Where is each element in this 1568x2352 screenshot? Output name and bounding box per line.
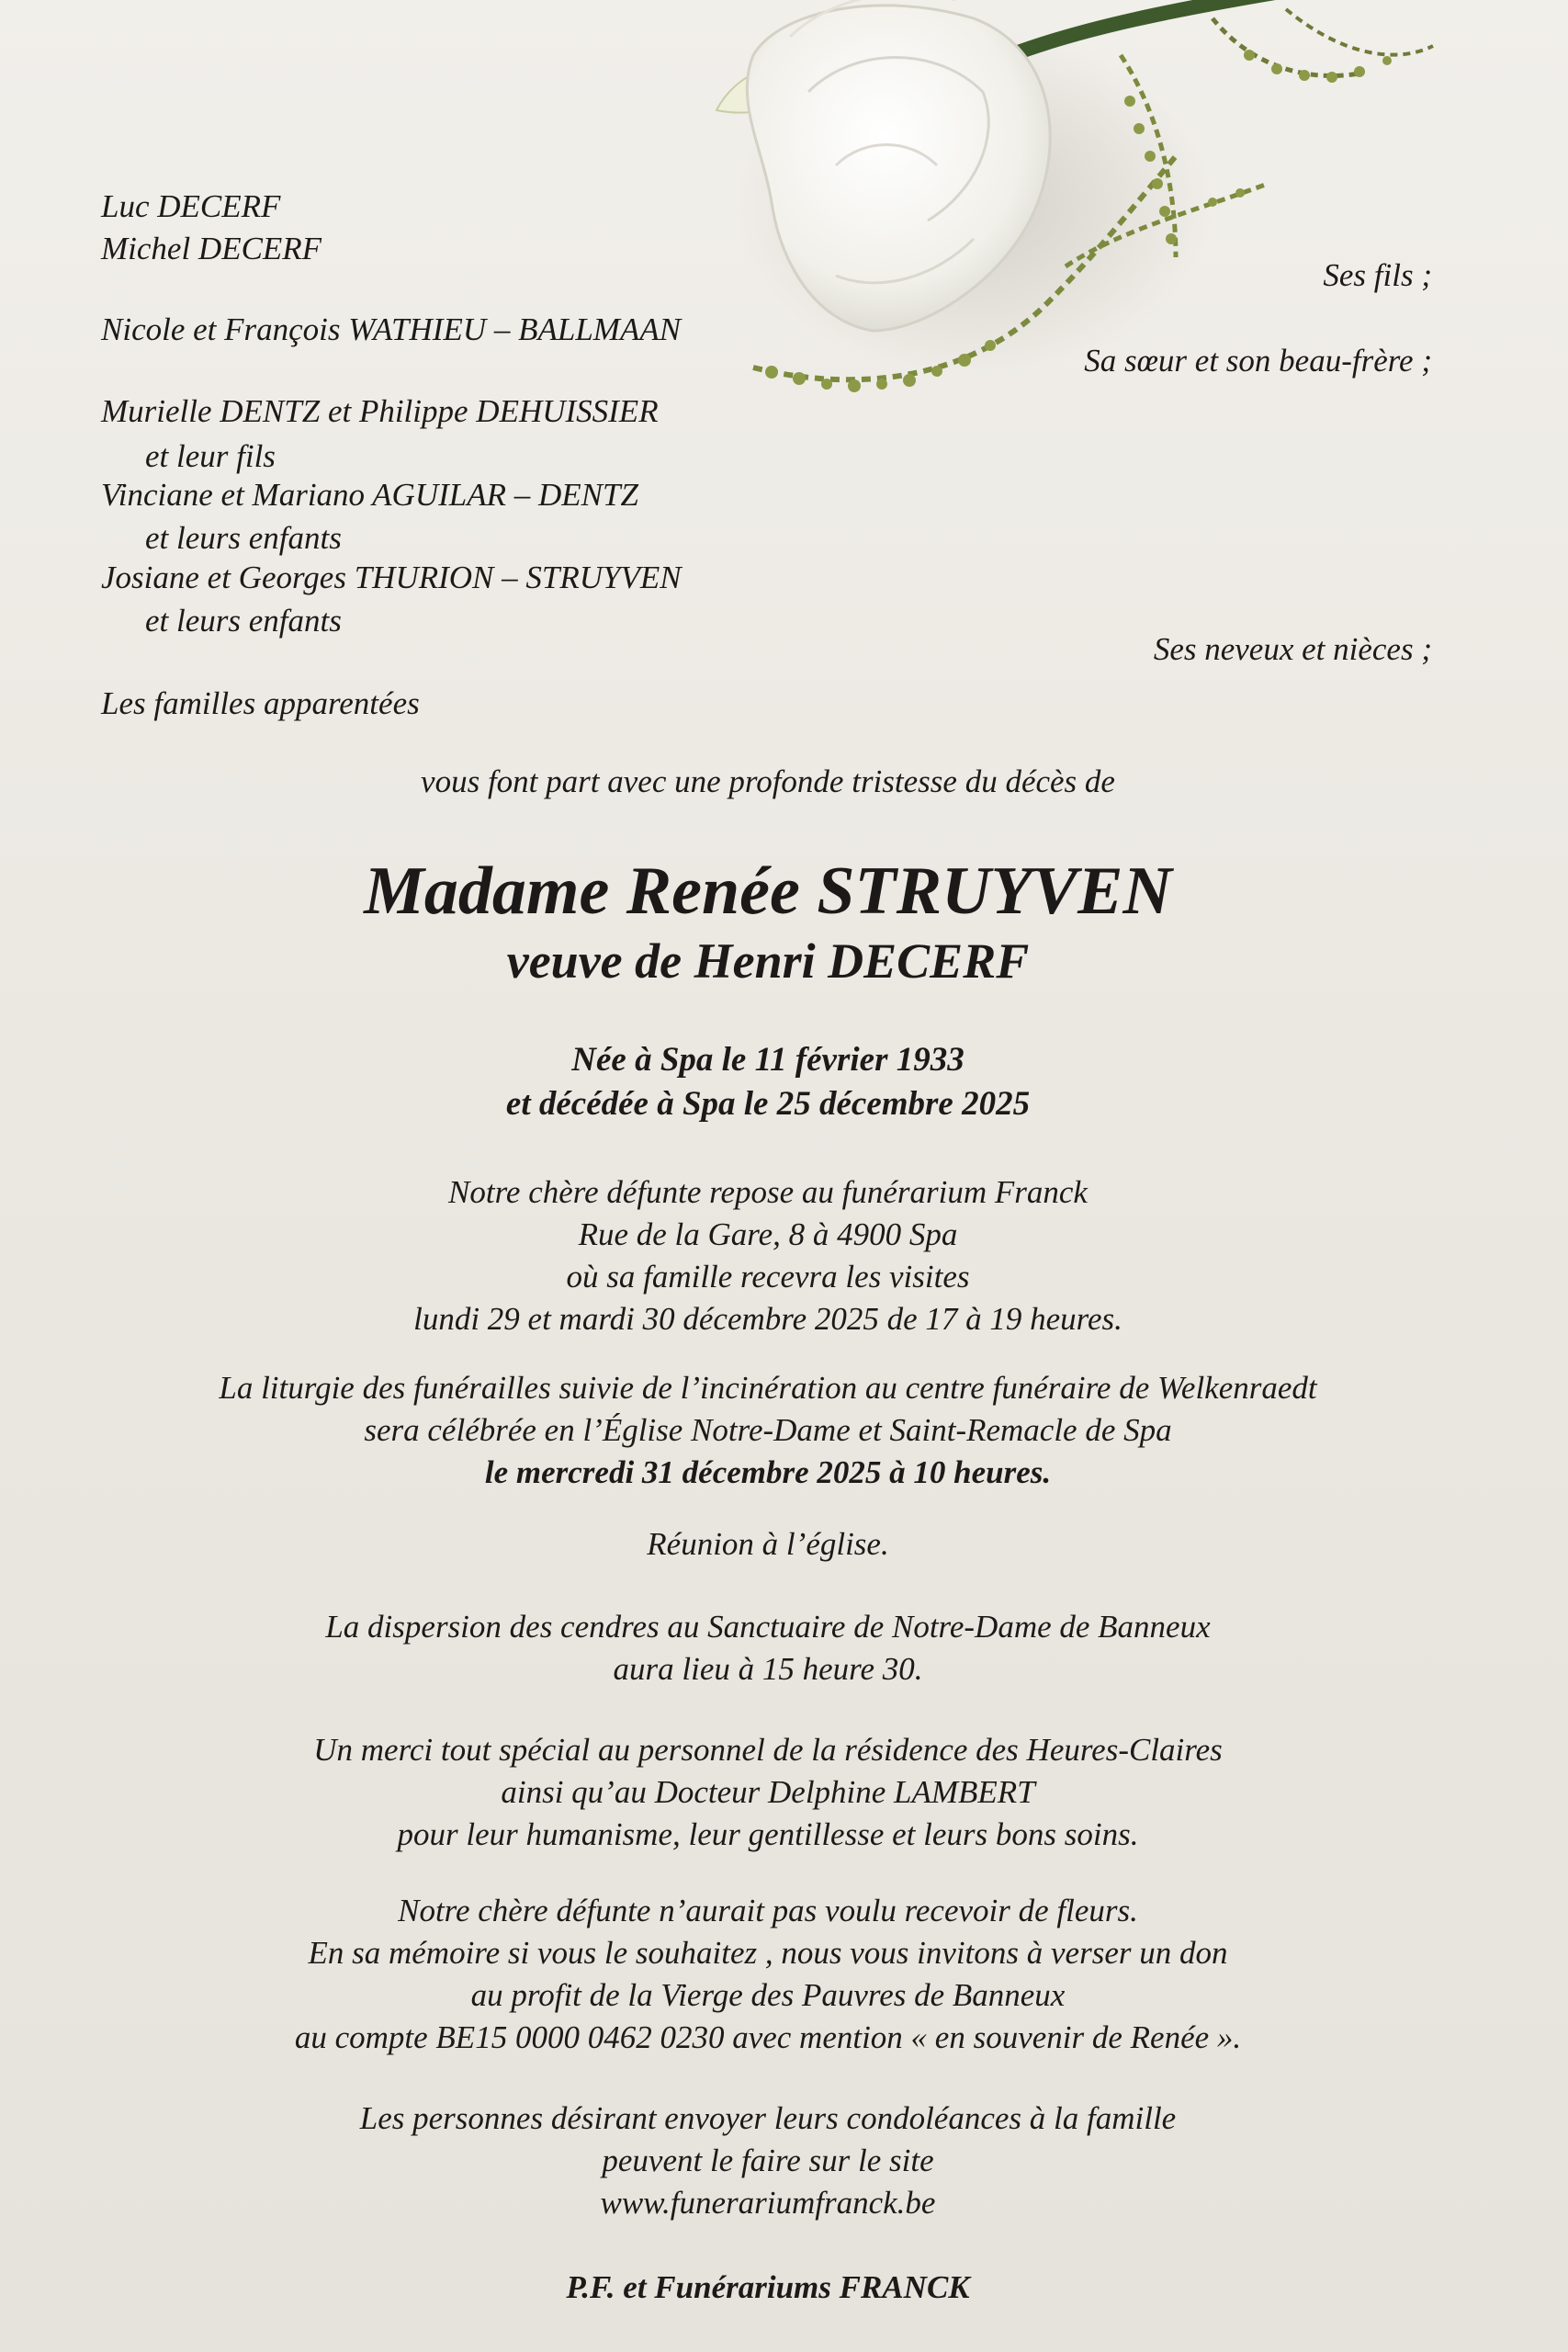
nephew-sub: et leurs enfants: [145, 520, 342, 556]
visitation-line: lundi 29 et mardi 30 décembre 2025 de 17 à 19 heures.: [413, 1301, 1122, 1337]
sister-name: Nicole et François WATHIEU – BALLMAAN: [101, 311, 682, 347]
sons-label: Ses fils ;: [1323, 257, 1432, 293]
thanks-block: [0, 1729, 1536, 1856]
funeral-home-name: P.F. et Funérariums FRANCK: [566, 2269, 970, 2305]
meeting-line: Réunion à l’église.: [647, 1526, 889, 1562]
liturgy-block: [0, 1367, 1536, 1494]
relatives-line: Les familles apparentées: [101, 685, 420, 721]
son-name: Luc DECERF: [101, 188, 281, 224]
nephew-name: Josiane et Georges THURION – STRUYVEN: [101, 560, 682, 595]
condolences-line: peuvent le faire sur le site: [602, 2143, 934, 2178]
dispersion-line: La dispersion des cendres au Sanctuaire de Notre-Dame de Banneux: [325, 1609, 1211, 1645]
deceased-block: [0, 851, 1536, 990]
thanks-line: ainsi qu’au Docteur Delphine LAMBERT: [501, 1774, 1035, 1810]
donation-line: Notre chère défunte n’aurait pas voulu recevoir de fleurs.: [398, 1893, 1138, 1928]
liturgy-line: sera célébrée en l’Église Notre-Dame et Saint-Remacle de Spa: [364, 1412, 1172, 1448]
liturgy-datetime: le mercredi 31 décembre 2025 à 10 heures.: [484, 1454, 1052, 1490]
website-link[interactable]: www.funerariumfranck.be: [600, 2185, 936, 2221]
death-line: et décédée à Spa le 25 décembre 2025: [505, 1085, 1031, 1123]
visitation-line: Notre chère défunte repose au funérarium Franck: [448, 1174, 1088, 1210]
donation-line: au profit de la Vierge des Pauvres de Banneux: [470, 1977, 1066, 2013]
thanks-line: pour leur humanisme, leur gentillesse et leurs bons soins.: [397, 1816, 1139, 1852]
nephews-label: Ses neveux et nièces ;: [1153, 631, 1432, 667]
birth-line: Née à Spa le 11 février 1933: [571, 1041, 964, 1079]
footer-block: [0, 2267, 1536, 2309]
dispersion-line: aura lieu à 15 heure 30.: [613, 1651, 923, 1687]
thanks-line: Un merci tout spécial au personnel de la résidence des Heures-Claires: [313, 1732, 1223, 1768]
visitation-line: où sa famille recevra les visites: [566, 1259, 970, 1295]
nephew-sub: et leurs enfants: [145, 603, 342, 639]
son-name: Michel DECERF: [101, 231, 322, 266]
donation-line: au compte BE15 0000 0462 0230 avec mention « en souvenir de Renée ».: [294, 2019, 1242, 2055]
visitation-block: [0, 1171, 1536, 1340]
visitation-line: Rue de la Gare, 8 à 4900 Spa: [578, 1216, 958, 1252]
deceased-name: Madame Renée STRUYVEN: [364, 854, 1172, 929]
meeting-block: [0, 1523, 1536, 1566]
condolences-block: [0, 2098, 1536, 2224]
nephew-name: Vinciane et Mariano AGUILAR – DENTZ: [101, 477, 638, 513]
nephew-sub: et leur fils: [145, 438, 276, 474]
sister-label: Sa sœur et son beau-frère ;: [1084, 343, 1432, 379]
announcement: [0, 761, 1536, 803]
announcement-text: vous font part avec une profonde tristesse du décès de: [421, 763, 1115, 799]
donation-line: En sa mémoire si vous le souhaitez , nous vous invitons à verser un don: [308, 1935, 1228, 1971]
liturgy-line: La liturgie des funérailles suivie de l’incinération au centre funéraire de Welkenraedt: [219, 1370, 1317, 1406]
condolences-line: Les personnes désirant envoyer leurs condoléances à la famille: [359, 2100, 1177, 2136]
nephew-name: Murielle DENTZ et Philippe DEHUISSIER: [101, 393, 659, 429]
donation-block: [0, 1890, 1536, 2059]
dates-block: [0, 1038, 1536, 1126]
dispersion-block: [0, 1606, 1536, 1690]
deceased-widow-of: veuve de Henri DECERF: [506, 933, 1030, 989]
